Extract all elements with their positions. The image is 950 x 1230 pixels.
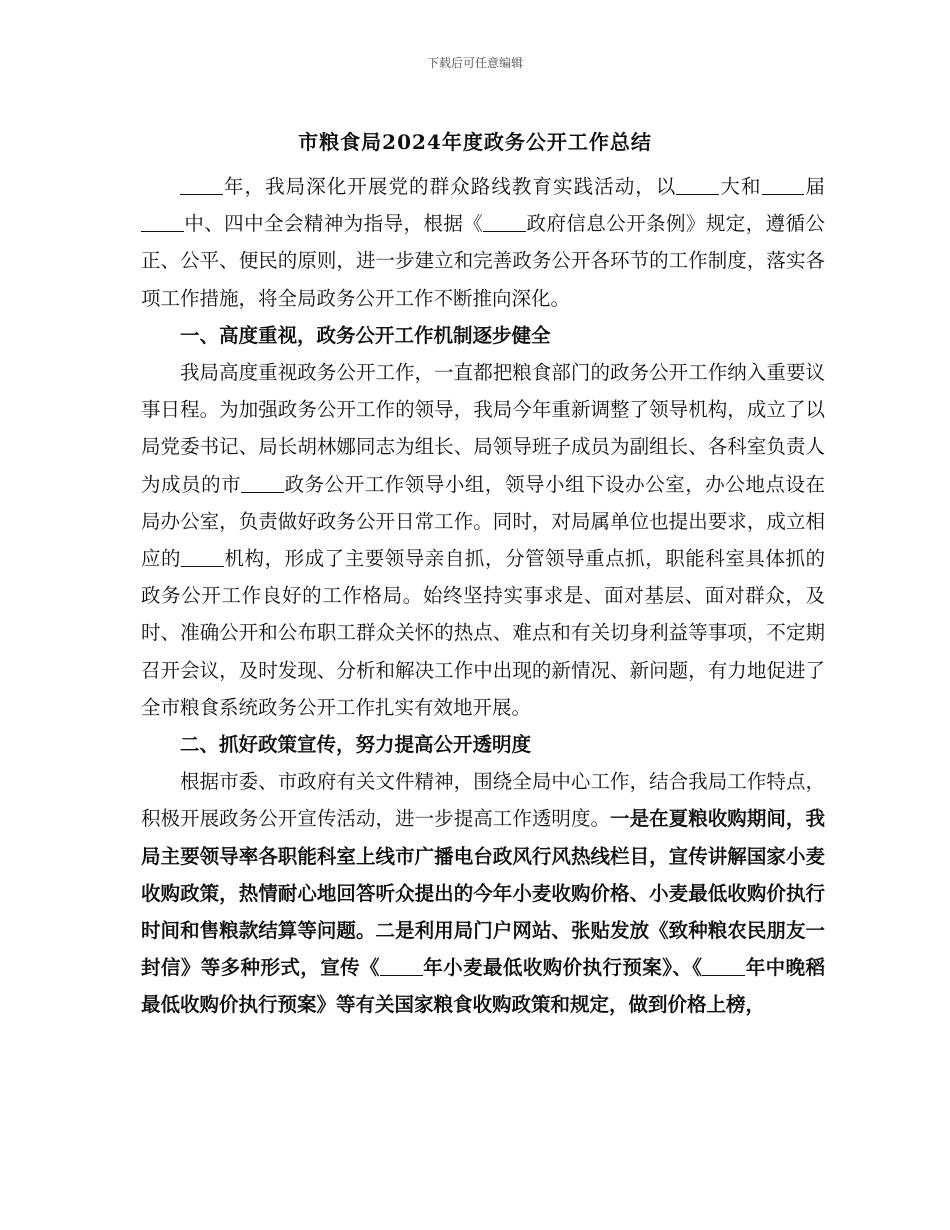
document-title: 市粮食局2024年度政务公开工作总结	[298, 130, 652, 154]
intro-paragraph: 年，我局深化开展党的群众路线教育实践活动，以 大和 届中、四中全会精神为指导，根据《 政府信息公开条例》规定，遵循公正、公平、便民的原则，进一步建立和完善政务公开各环节的工作制度，落实各项工作措施，将全局政务公开工作不断推向深化。	[141, 175, 825, 310]
blank-field	[702, 956, 745, 977]
blank-field	[676, 174, 719, 195]
blank-field	[241, 472, 284, 493]
blank-field	[762, 174, 805, 195]
blank-field	[483, 212, 526, 233]
blank-field	[181, 546, 224, 567]
blank-field	[141, 212, 184, 233]
section-1-heading: 一、高度重视，政务公开工作机制逐步健全	[180, 323, 551, 347]
blank-field	[180, 174, 223, 195]
section-2-paragraph: 根据市委、市政府有关文件精神，围绕全局中心工作，结合我局工作特点，积极开展政务公开宣传活动，进一步提高工作透明度。一是在夏粮收购期间，我局主要领导率各职能科室上线市广播电台政风行风热线栏目，宣传讲解国家小麦收购政策，热情耐心地回答听众提出的今年小麦收购价格、小麦最低收购价执行时间和售粮款结算等问题。二是利用局门户网站、张贴发放《致种粮农民朋友一封信》等多种形式，宣传《 年小麦最低收购价执行预案》、《 年中晚稻最低收购价执行预案》等有关国家粮食收购政策和规定，做到价格上榜，	[141, 770, 825, 1017]
section-2-heading: 二、抓好政策宣传，努力提高公开透明度	[180, 733, 532, 757]
document-body	[141, 168, 825, 1024]
section-1-paragraph: 我局高度重视政务公开工作，一直都把粮食部门的政务公开工作纳入重要议事日程。为加强政务公开工作的领导，我局今年重新调整了领导机构，成立了以局党委书记、局长胡林娜同志为组长、局领导班子成员为副组长、各科室负责人为成员的市 政务公开工作领导小组，领导小组下设办公室，办公地点设在局办公室，负责做好政务公开日常工作。同时，对局属单位也提出要求，成立相应的 机构，形成了主要领导亲自抓，分管领导重点抓，职能科室具体抓的政务公开工作良好的工作格局。始终坚持实事求是、面对基层、面对群众，及时、准确公开和公布职工群众关怀的热点、难点和有关切身利益等事项，不定期召开会议，及时发现、分析和解决工作中出现的新情况、新问题，有力地促进了全市粮食系统政务公开工作扎实有效地开展。	[141, 361, 825, 719]
page-header-note: 下载后可任意编辑	[426, 56, 523, 70]
blank-field	[380, 956, 423, 977]
